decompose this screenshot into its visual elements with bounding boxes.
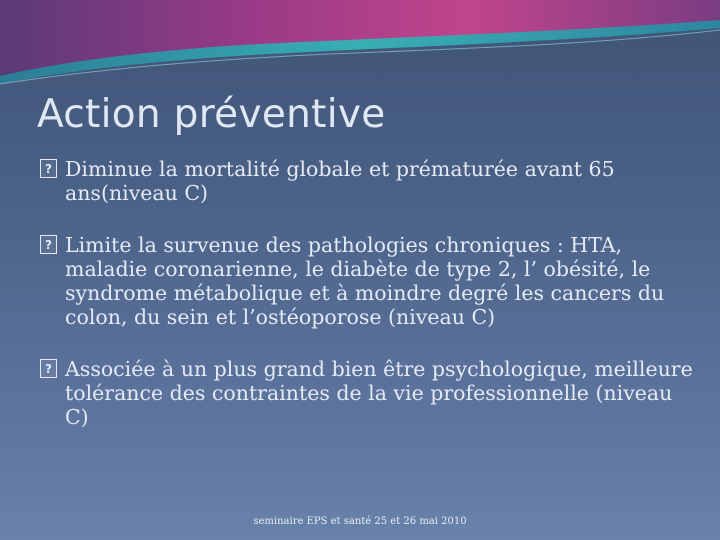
bullet-text: Diminue la mortalité globale et prématurée avant 65 ans(niveau C) xyxy=(65,157,615,205)
missing-glyph-box-icon: ? xyxy=(40,159,57,178)
header-swoosh-decoration xyxy=(0,0,720,90)
missing-glyph-box-icon: ? xyxy=(40,235,57,254)
bullet-list xyxy=(40,157,700,457)
bullet-text: Limite la survenue des pathologies chroniques : HTA, maladie coronarienne, le diabète de type 2, l’ obésité, le syndrome métabolique et à moindre degré les cancers du colon, du sein et l’ostéoporose (niveau C) xyxy=(65,233,665,329)
bullet-item xyxy=(40,233,700,329)
bullet-item xyxy=(40,157,700,205)
bullet-text: Associée à un plus grand bien être psychologique, meilleure tolérance des contraintes de la vie professionnelle (niveau C) xyxy=(65,357,693,429)
slide-footer: seminaire EPS et santé 25 et 26 mai 2010 xyxy=(253,516,467,527)
slide-title: Action préventive xyxy=(37,92,386,137)
missing-glyph-box-icon: ? xyxy=(40,359,57,378)
bullet-item xyxy=(40,357,700,429)
